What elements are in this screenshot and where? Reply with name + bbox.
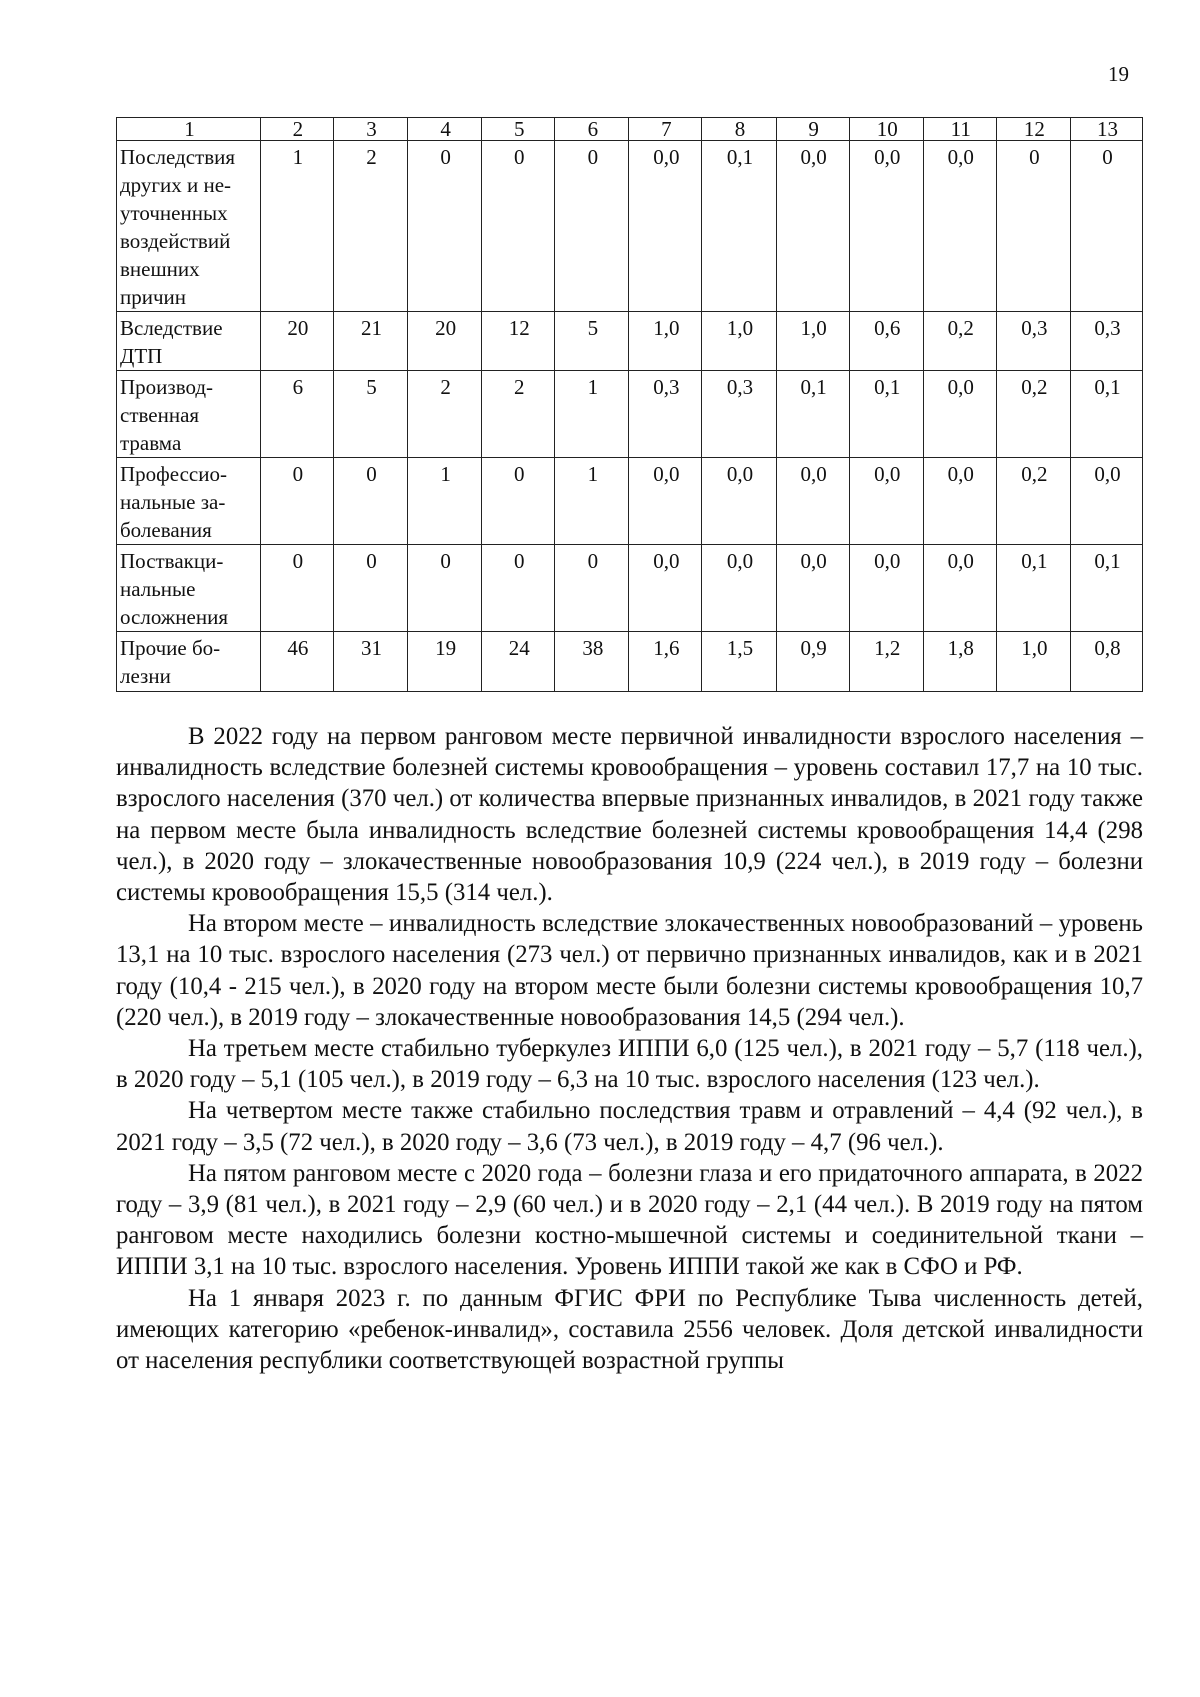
table-cell: 31 (333, 632, 407, 692)
table-cell: 0 (408, 545, 482, 632)
table-cell: 1,0 (629, 312, 702, 371)
table-cell: 0,3 (996, 312, 1070, 371)
header-cell: 11 (923, 118, 996, 141)
table-cell: 0,3 (629, 371, 702, 458)
table-cell: 0 (996, 141, 1070, 312)
table-cell: 46 (260, 632, 333, 692)
row-label: Последствия других и не-уточненных воздействий внешних причин (117, 141, 261, 312)
table-cell: 12 (482, 312, 555, 371)
table-cell: 0,9 (776, 632, 849, 692)
header-cell: 6 (555, 118, 629, 141)
table-cell: 38 (555, 632, 629, 692)
row-label: Прочие бо-лезни (117, 632, 261, 692)
table-cell: 0 (482, 141, 555, 312)
table-cell: 20 (260, 312, 333, 371)
table-row (117, 545, 1143, 632)
table-cell: 21 (333, 312, 407, 371)
paragraph: На четвертом месте также стабильно последствия травм и отравлений – 4,4 (92 чел.), в 2021 году – 3,5 (72 чел.), в 2020 году – 3,6 (73 чел.), в 2019 году – 4,7 (96 чел.). (116, 1097, 1143, 1156)
header-cell: 13 (1070, 118, 1142, 141)
header-cell: 8 (702, 118, 776, 141)
table-cell: 0,1 (849, 371, 923, 458)
table-cell: 0 (408, 141, 482, 312)
page-number: 19 (1108, 62, 1129, 86)
paragraph: На третьем месте стабильно туберкулез ИППИ 6,0 (125 чел.), в 2021 году – 5,7 (118 чел.), в 2020 году – 5,1 (105 чел.), в 2019 году – 6,3 на 10 тыс. взрослого населения (123 чел.). (116, 1035, 1143, 1094)
table-cell: 0,0 (702, 458, 776, 545)
table-cell: 1 (260, 141, 333, 312)
table-cell: 19 (408, 632, 482, 692)
table-cell: 0,0 (923, 141, 996, 312)
table-cell: 1,6 (629, 632, 702, 692)
table-cell: 0,6 (849, 312, 923, 371)
table-row (117, 371, 1143, 458)
table-cell: 0,0 (849, 458, 923, 545)
table-cell: 0 (260, 545, 333, 632)
table-cell: 0,0 (923, 371, 996, 458)
row-label: Профессио-нальные за-болевания (117, 458, 261, 545)
header-cell: 7 (629, 118, 702, 141)
table-cell: 1 (555, 458, 629, 545)
table-cell: 0,2 (996, 458, 1070, 545)
header-cell: 10 (849, 118, 923, 141)
table-cell: 0,1 (702, 141, 776, 312)
table-cell: 0 (1070, 141, 1142, 312)
table-cell: 0,0 (629, 545, 702, 632)
table-cell: 1,8 (923, 632, 996, 692)
header-cell: 5 (482, 118, 555, 141)
table-cell: 5 (333, 371, 407, 458)
table-cell: 0,3 (1070, 312, 1142, 371)
body-text (116, 721, 1143, 1376)
table-cell: 0,1 (1070, 545, 1142, 632)
row-label: Производ-ственная травма (117, 371, 261, 458)
table-cell: 0,2 (923, 312, 996, 371)
row-label: Поствакци-нальные осложнения (117, 545, 261, 632)
table-cell: 24 (482, 632, 555, 692)
row-label: Вследствие ДТП (117, 312, 261, 371)
table-cell: 0 (333, 458, 407, 545)
table-cell: 1,2 (849, 632, 923, 692)
table-cell: 6 (260, 371, 333, 458)
table-cell: 0,0 (923, 545, 996, 632)
table-cell: 0,3 (702, 371, 776, 458)
table-cell: 0 (555, 141, 629, 312)
paragraph: В 2022 году на первом ранговом месте первичной инвалидности взрослого населения – инвалидность вследствие болезней системы кровообращения – уровень составил 17,7 на 10 тыс. взрослого населения (370 чел.) от количества впервые признанных инвалидов, в 2021 году также на первом месте была инвалидность вследствие болезней системы кровообращения 14,4 (298 чел.), в 2020 году – злокачественные новообразования 10,9 (224 чел.), в 2019 году – болезни системы кровообращения 15,5 (314 чел.). (116, 723, 1143, 907)
table-cell: 2 (408, 371, 482, 458)
table-cell: 0 (333, 545, 407, 632)
table-row (117, 632, 1143, 692)
table-cell: 0,1 (776, 371, 849, 458)
table-cell: 0,0 (1070, 458, 1142, 545)
header-cell: 12 (996, 118, 1070, 141)
table-cell: 5 (555, 312, 629, 371)
table-cell: 0,0 (702, 545, 776, 632)
table-cell: 0 (482, 545, 555, 632)
table-cell: 0,0 (629, 141, 702, 312)
table-cell: 1,0 (702, 312, 776, 371)
table-cell: 0,1 (996, 545, 1070, 632)
table-row (117, 141, 1143, 312)
paragraph: На 1 января 2023 г. по данным ФГИС ФРИ по Республике Тыва численность детей, имеющих категорию «ребенок-инвалид», составила 2556 человек. Доля детской инвалидности от населения республики соответствующей возрастной группы (116, 1284, 1143, 1375)
table-cell: 0,0 (776, 545, 849, 632)
table-cell: 0 (482, 458, 555, 545)
table-cell: 0,2 (996, 371, 1070, 458)
table-header-row (117, 118, 1143, 141)
table-cell: 1 (555, 371, 629, 458)
table-cell: 0 (260, 458, 333, 545)
table-cell: 0 (555, 545, 629, 632)
table-cell: 0,8 (1070, 632, 1142, 692)
paragraph: На втором месте – инвалидность вследствие злокачественных новообразований – уровень 13,1 на 10 тыс. взрослого населения (273 чел.) от первично признанных инвалидов, как и в 2021 году (10,4 - 215 чел.), в 2020 году на втором месте были болезни системы кровообращения 10,7 (220 чел.), в 2019 году – злокачественные новообразования 14,5 (294 чел.). (116, 910, 1143, 1031)
table-cell: 0,1 (1070, 371, 1142, 458)
table-cell: 0,0 (776, 141, 849, 312)
paragraph: На пятом ранговом месте с 2020 года – болезни глаза и его придаточного аппарата, в 2022 году – 3,9 (81 чел.), в 2021 году – 2,9 (60 чел.) и в 2020 году – 2,1 (44 чел.). В 2019 году на пятом ранговом месте находились болезни костно-мышечной системы и соединительной ткани – ИППИ 3,1 на 10 тыс. взрослого населения. Уровень ИППИ такой же как в СФО и РФ. (116, 1159, 1143, 1281)
table-cell: 0,0 (923, 458, 996, 545)
table-cell: 2 (482, 371, 555, 458)
header-cell: 2 (260, 118, 333, 141)
table-cell: 0,0 (849, 545, 923, 632)
table-cell: 20 (408, 312, 482, 371)
table-cell: 1 (408, 458, 482, 545)
table-cell: 1,0 (996, 632, 1070, 692)
table-cell: 0,0 (776, 458, 849, 545)
header-cell: 1 (117, 118, 261, 141)
header-cell: 3 (333, 118, 407, 141)
table-cell: 0,0 (629, 458, 702, 545)
header-cell: 9 (776, 118, 849, 141)
table-cell: 1,0 (776, 312, 849, 371)
table-cell: 0,0 (849, 141, 923, 312)
table-cell: 1,5 (702, 632, 776, 692)
table-cell: 2 (333, 141, 407, 312)
header-cell: 4 (408, 118, 482, 141)
disability-causes-table (116, 117, 1143, 692)
table-row (117, 312, 1143, 371)
table-row (117, 458, 1143, 545)
